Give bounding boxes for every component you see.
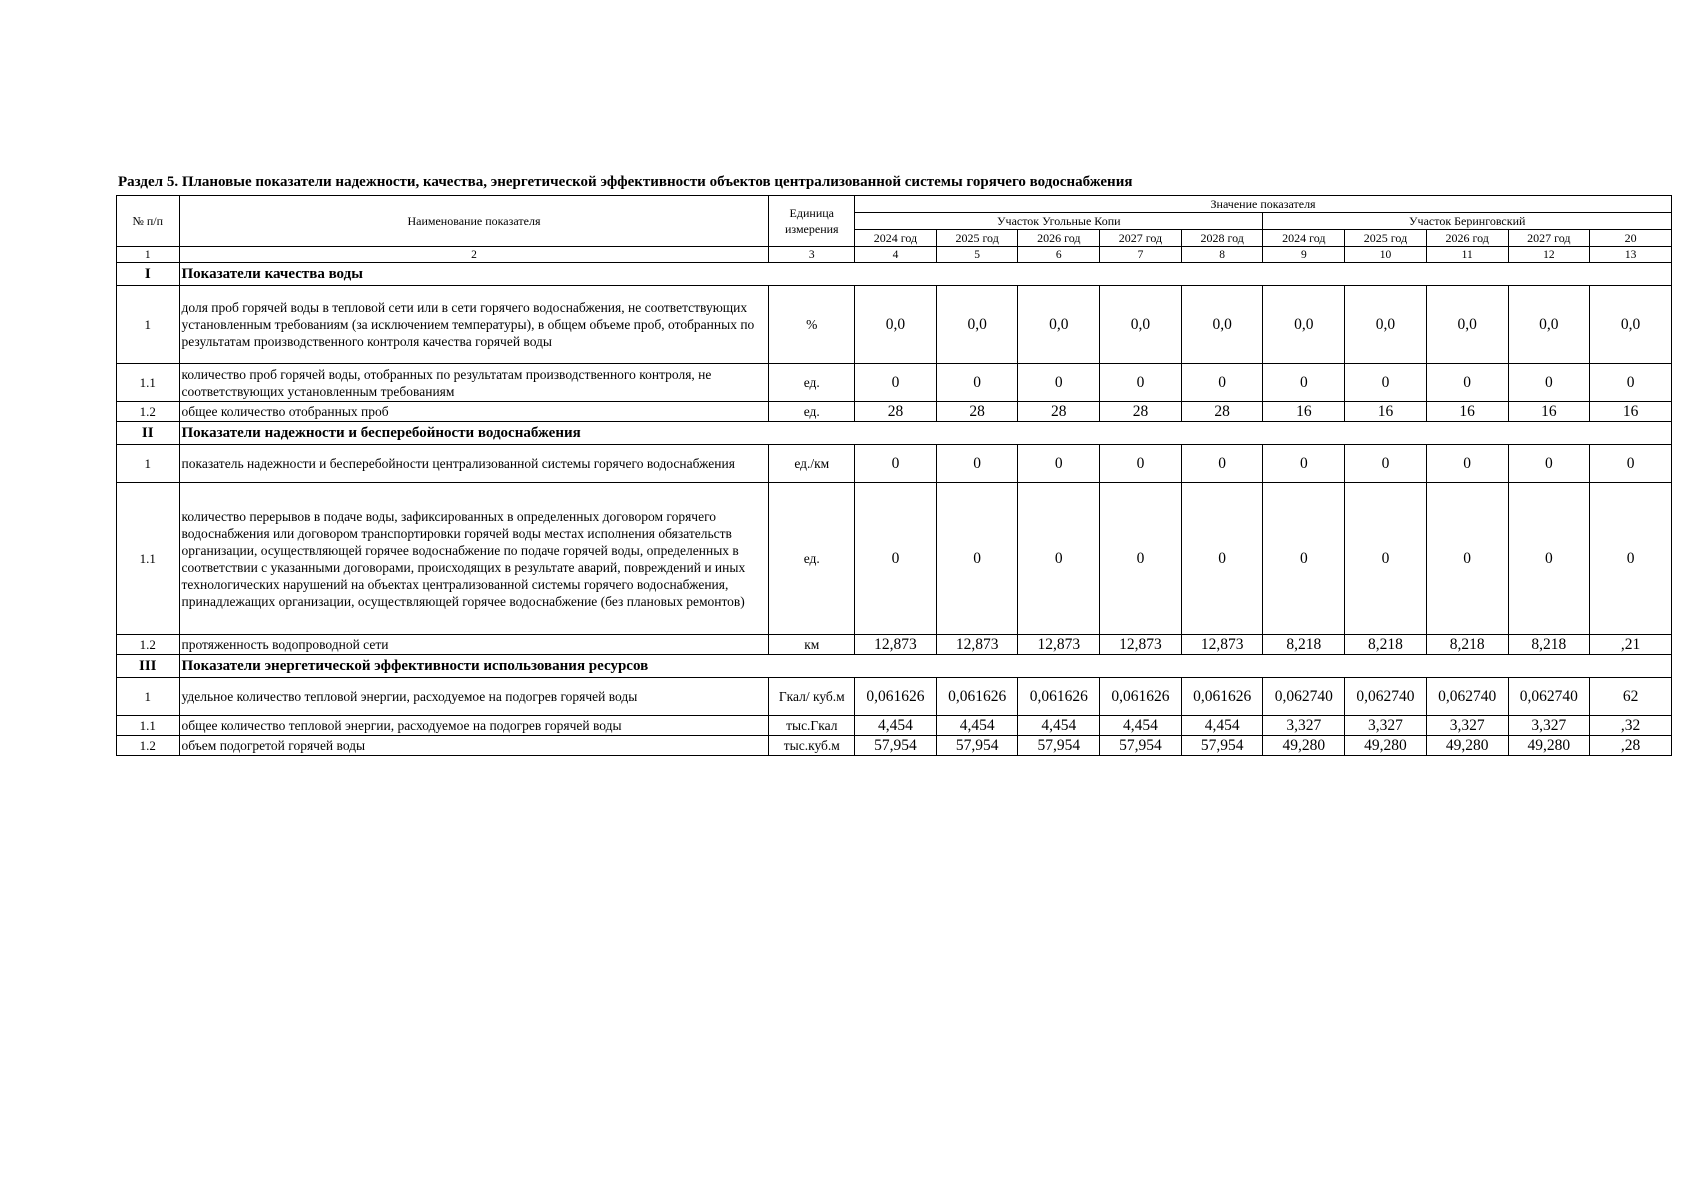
indicator-name: показатель надежности и бесперебойности централизованной системы горячего водоснабжения xyxy=(179,445,769,483)
column-index: 7 xyxy=(1100,247,1182,263)
column-index: 13 xyxy=(1590,247,1672,263)
column-index: 2 xyxy=(179,247,769,263)
value-cell: 0,0 xyxy=(1426,286,1508,364)
section-num: II xyxy=(117,422,180,445)
column-index: 1 xyxy=(117,247,180,263)
value-cell: 0,0 xyxy=(1018,286,1100,364)
value-cell: 0 xyxy=(1345,483,1427,635)
value-cell: 12,873 xyxy=(1181,635,1263,655)
value-cell: 0 xyxy=(1508,364,1590,402)
value-cell: 0,0 xyxy=(1100,286,1182,364)
header-year: 20 xyxy=(1590,230,1672,247)
header-year: 2026 год xyxy=(1018,230,1100,247)
value-cell: 4,454 xyxy=(936,716,1018,736)
value-cell: 0,0 xyxy=(1508,286,1590,364)
value-cell: 0,061626 xyxy=(1018,678,1100,716)
header-unit: Единица измерения xyxy=(769,196,855,247)
value-cell: 0 xyxy=(1508,445,1590,483)
value-cell: 49,280 xyxy=(1426,736,1508,756)
row-num: 1.2 xyxy=(117,736,180,756)
row-num: 1.2 xyxy=(117,402,180,422)
table-row xyxy=(117,678,1672,716)
value-cell: 0 xyxy=(1181,364,1263,402)
row-num: 1 xyxy=(117,678,180,716)
value-cell: 62 xyxy=(1590,678,1672,716)
value-cell: 12,873 xyxy=(936,635,1018,655)
value-cell: 16 xyxy=(1263,402,1345,422)
indicator-name: объем подогретой горячей воды xyxy=(179,736,769,756)
value-cell: 0,061626 xyxy=(1181,678,1263,716)
value-cell: 0,0 xyxy=(1181,286,1263,364)
value-cell: 0,0 xyxy=(1263,286,1345,364)
column-index: 5 xyxy=(936,247,1018,263)
unit-cell: ед. xyxy=(769,483,855,635)
value-cell: 0 xyxy=(855,445,937,483)
header-year: 2028 год xyxy=(1181,230,1263,247)
value-cell: 0,062740 xyxy=(1426,678,1508,716)
value-cell: 0 xyxy=(1590,364,1672,402)
value-cell: 0 xyxy=(1181,483,1263,635)
value-cell: 0,061626 xyxy=(1100,678,1182,716)
value-cell: 0,062740 xyxy=(1345,678,1427,716)
value-cell: 16 xyxy=(1590,402,1672,422)
value-cell: 16 xyxy=(1508,402,1590,422)
column-index: 12 xyxy=(1508,247,1590,263)
value-cell: 4,454 xyxy=(855,716,937,736)
value-cell: 0 xyxy=(1263,445,1345,483)
value-cell: 57,954 xyxy=(855,736,937,756)
indicator-name: общее количество отобранных проб xyxy=(179,402,769,422)
row-num: 1.2 xyxy=(117,635,180,655)
value-cell: 0 xyxy=(1345,364,1427,402)
unit-cell: тыс.куб.м xyxy=(769,736,855,756)
column-index: 9 xyxy=(1263,247,1345,263)
indicator-name: количество проб горячей воды, отобранных по результатам производственного контроля, не соответствующих установленным требованиям xyxy=(179,364,769,402)
row-num: 1.1 xyxy=(117,716,180,736)
value-cell: 57,954 xyxy=(936,736,1018,756)
value-cell: 3,327 xyxy=(1508,716,1590,736)
value-cell: 16 xyxy=(1345,402,1427,422)
unit-cell: Гкал/ куб.м xyxy=(769,678,855,716)
value-cell: 0 xyxy=(1018,364,1100,402)
column-index: 8 xyxy=(1181,247,1263,263)
value-cell: 8,218 xyxy=(1508,635,1590,655)
page-title: Раздел 5. Плановые показатели надежности, качества, энергетической эффективности объектов централизованной системы горячего водоснабжения xyxy=(118,174,1133,190)
value-cell: 4,454 xyxy=(1018,716,1100,736)
header-year: 2027 год xyxy=(1100,230,1182,247)
indicator-name: количество перерывов в подаче воды, зафиксированных в определенных договором горячего водоснабжения или договором транспортировки горячей воды местах исполнения обязательств организации, осуществляющей горячее водоснабжение по подаче горячей воды, определенных в соответствии с указанными договорами, происходящих в результате аварий, повреждений и иных технологических нарушений на объектах централизованной системы горячего водоснабжения, принадлежащих организации, осуществляющей горячее водоснабжение (без плановых ремонтов) xyxy=(179,483,769,635)
value-cell: 8,218 xyxy=(1263,635,1345,655)
row-num: 1.1 xyxy=(117,364,180,402)
table-row xyxy=(117,364,1672,402)
table-row xyxy=(117,635,1672,655)
unit-cell: ед. xyxy=(769,364,855,402)
header-year: 2024 год xyxy=(855,230,937,247)
value-cell: 8,218 xyxy=(1345,635,1427,655)
section-title: Показатели энергетической эффективности использования ресурсов xyxy=(179,655,1671,678)
value-cell: 0 xyxy=(1181,445,1263,483)
indicator-name: протяженность водопроводной сети xyxy=(179,635,769,655)
value-cell: 0,0 xyxy=(1590,286,1672,364)
table-row xyxy=(117,286,1672,364)
value-cell: 0 xyxy=(855,483,937,635)
value-cell: 28 xyxy=(855,402,937,422)
value-cell: 57,954 xyxy=(1100,736,1182,756)
table-row xyxy=(117,402,1672,422)
section-row xyxy=(117,263,1672,286)
value-cell: 0,061626 xyxy=(936,678,1018,716)
header-year: 2027 год xyxy=(1508,230,1590,247)
unit-cell: тыс.Гкал xyxy=(769,716,855,736)
row-num: 1.1 xyxy=(117,483,180,635)
column-index: 11 xyxy=(1426,247,1508,263)
value-cell: 0 xyxy=(1426,483,1508,635)
value-cell: 57,954 xyxy=(1181,736,1263,756)
section-title: Показатели качества воды xyxy=(179,263,1671,286)
value-cell: 0 xyxy=(936,483,1018,635)
indicator-name: общее количество тепловой энергии, расходуемое на подогрев горячей воды xyxy=(179,716,769,736)
section-row xyxy=(117,422,1672,445)
indicator-name: удельное количество тепловой энергии, расходуемое на подогрев горячей воды xyxy=(179,678,769,716)
value-cell: 0 xyxy=(1018,483,1100,635)
value-cell: 0,062740 xyxy=(1508,678,1590,716)
column-index: 10 xyxy=(1345,247,1427,263)
row-num: 1 xyxy=(117,286,180,364)
value-cell: 49,280 xyxy=(1263,736,1345,756)
unit-cell: % xyxy=(769,286,855,364)
value-cell: 0,061626 xyxy=(855,678,937,716)
row-num: 1 xyxy=(117,445,180,483)
value-cell: 0 xyxy=(936,445,1018,483)
value-cell: 4,454 xyxy=(1100,716,1182,736)
column-index: 6 xyxy=(1018,247,1100,263)
value-cell: 49,280 xyxy=(1508,736,1590,756)
indicators-table-wrap xyxy=(116,195,1641,785)
value-cell: 0 xyxy=(1426,364,1508,402)
value-cell: ,28 xyxy=(1590,736,1672,756)
section-title: Показатели надежности и бесперебойности водоснабжения xyxy=(179,422,1671,445)
header-year: 2026 год xyxy=(1426,230,1508,247)
value-cell: 49,280 xyxy=(1345,736,1427,756)
indicator-name: доля проб горячей воды в тепловой сети или в сети горячего водоснабжения, не соответствующих установленным требованиям (за исключением температуры), в общем объеме проб, отобранных по результатам производственного контроля качества горячей воды xyxy=(179,286,769,364)
value-cell: 0,0 xyxy=(855,286,937,364)
value-cell: 0 xyxy=(1018,445,1100,483)
header-year: 2024 год xyxy=(1263,230,1345,247)
value-cell: 12,873 xyxy=(1018,635,1100,655)
value-cell: 0 xyxy=(936,364,1018,402)
value-cell: 12,873 xyxy=(1100,635,1182,655)
value-cell: 3,327 xyxy=(1426,716,1508,736)
value-cell: ,21 xyxy=(1590,635,1672,655)
value-cell: 0 xyxy=(1100,364,1182,402)
value-cell: 0 xyxy=(1100,445,1182,483)
value-cell: 28 xyxy=(1018,402,1100,422)
header-year: 2025 год xyxy=(936,230,1018,247)
value-cell: 0 xyxy=(1100,483,1182,635)
value-cell: 0,0 xyxy=(1345,286,1427,364)
header-name: Наименование показателя xyxy=(179,196,769,247)
table-row xyxy=(117,445,1672,483)
value-cell: 0 xyxy=(1590,483,1672,635)
section-num: III xyxy=(117,655,180,678)
value-cell: 0 xyxy=(855,364,937,402)
value-cell: 0,062740 xyxy=(1263,678,1345,716)
unit-cell: ед./км xyxy=(769,445,855,483)
value-cell: 4,454 xyxy=(1181,716,1263,736)
value-cell: 16 xyxy=(1426,402,1508,422)
unit-cell: ед. xyxy=(769,402,855,422)
value-cell: 8,218 xyxy=(1426,635,1508,655)
value-cell: 3,327 xyxy=(1263,716,1345,736)
table-row xyxy=(117,716,1672,736)
value-cell: 0 xyxy=(1345,445,1427,483)
column-index: 3 xyxy=(769,247,855,263)
section-num: I xyxy=(117,263,180,286)
value-cell: 0 xyxy=(1263,364,1345,402)
column-index: 4 xyxy=(855,247,937,263)
value-cell: 3,327 xyxy=(1345,716,1427,736)
header-site-beringovsky: Участок Беринговский xyxy=(1263,213,1672,230)
value-cell: 0,0 xyxy=(936,286,1018,364)
value-cell: 28 xyxy=(936,402,1018,422)
header-value: Значение показателя xyxy=(855,196,1672,213)
unit-cell: км xyxy=(769,635,855,655)
value-cell: 0 xyxy=(1426,445,1508,483)
value-cell: 28 xyxy=(1181,402,1263,422)
value-cell: 0 xyxy=(1263,483,1345,635)
value-cell: 28 xyxy=(1100,402,1182,422)
value-cell: 0 xyxy=(1590,445,1672,483)
value-cell: ,32 xyxy=(1590,716,1672,736)
header-year: 2025 год xyxy=(1345,230,1427,247)
table-row xyxy=(117,483,1672,635)
value-cell: 12,873 xyxy=(855,635,937,655)
section-row xyxy=(117,655,1672,678)
header-num: № п/п xyxy=(117,196,180,247)
header-site-ugolnye-kopi: Участок Угольные Копи xyxy=(855,213,1263,230)
table-row xyxy=(117,736,1672,756)
value-cell: 57,954 xyxy=(1018,736,1100,756)
indicators-table xyxy=(116,195,1672,756)
value-cell: 0 xyxy=(1508,483,1590,635)
